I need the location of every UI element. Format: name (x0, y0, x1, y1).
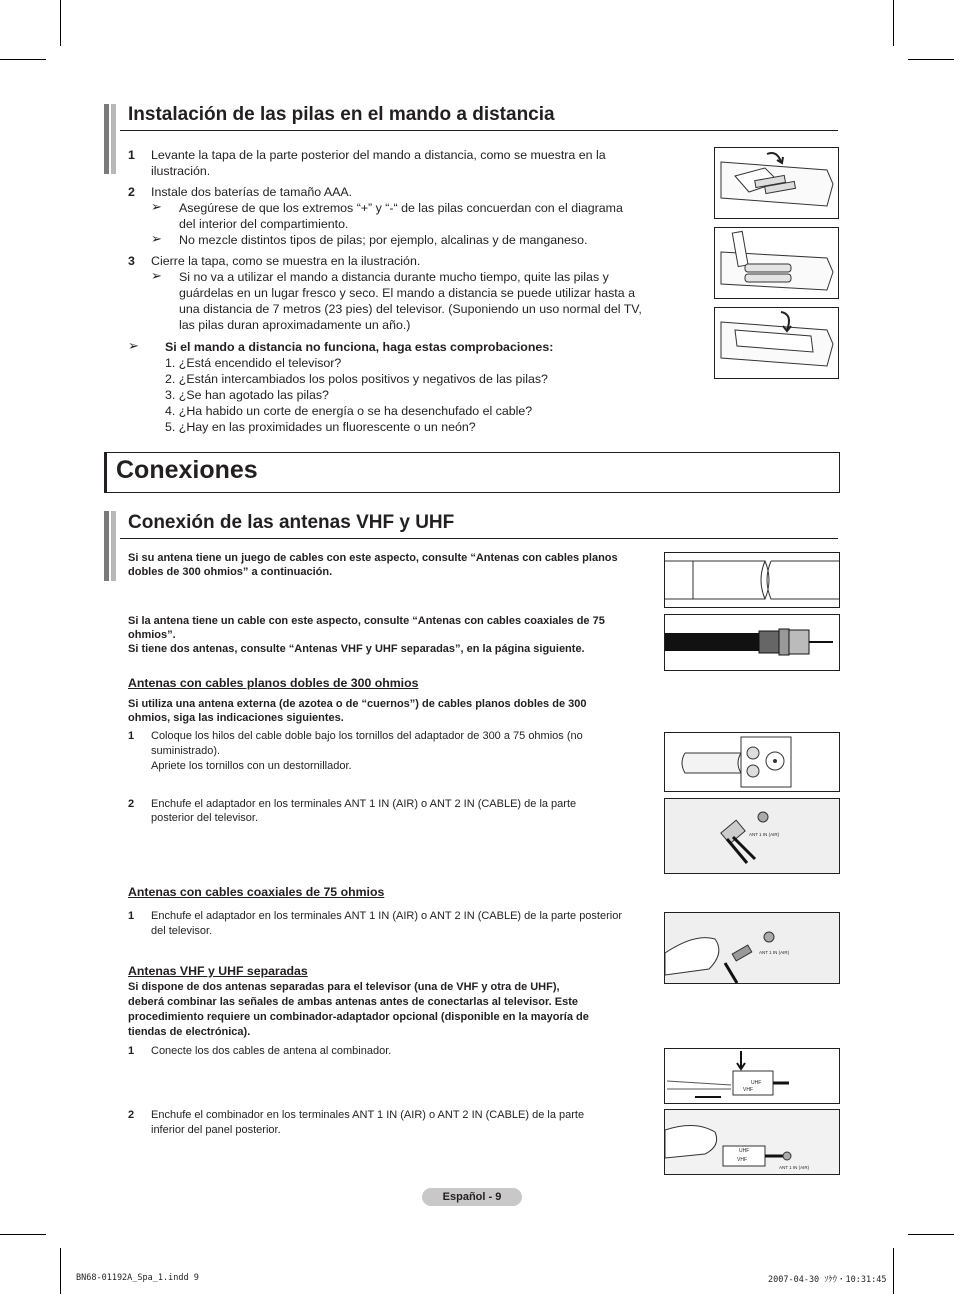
section-rule (120, 130, 838, 131)
remote-close-cover-illustration (714, 307, 839, 379)
check-title: Si el mando a distancia no funciona, haga estas comprobaciones: (165, 340, 554, 354)
step-text: ilustración. (151, 164, 211, 178)
step-text: Enchufe el adaptador en los terminales ANT 1 IN (AIR) o ANT 2 IN (CABLE) de la parte (151, 798, 577, 810)
step-number: 1 (128, 1045, 135, 1057)
step-number: 1 (128, 148, 135, 162)
step-number: 3 (128, 254, 135, 268)
hand-plug-icon (665, 913, 839, 983)
step-text: suministrado). (151, 745, 221, 757)
subsection-title: Antenas con cables planos dobles de 300 ohmios (128, 676, 419, 690)
check-item: 5. ¿Hay en las proximidades un fluorescente o un neón? (165, 420, 476, 434)
adapter-icon (665, 733, 839, 791)
note-text: del interior del compartimiento. (179, 217, 349, 231)
lead-text: Si dispone de dos antenas separadas para el televisor (una de VHF y otra de UHF), (128, 981, 560, 993)
step-number: 2 (128, 798, 135, 810)
combiner-label: VHF (743, 1087, 753, 1093)
remote-icon (715, 228, 838, 298)
note-arrow-icon: ➢ (128, 338, 139, 353)
crop-mark (0, 1234, 46, 1235)
step-number: 1 (128, 910, 135, 922)
hand-combiner-icon (665, 1110, 839, 1174)
crop-mark (908, 1234, 954, 1235)
combiner-illustration (664, 1048, 840, 1104)
page-number-badge: Español - 9 (422, 1188, 522, 1206)
section-bar (111, 511, 116, 581)
intro-text: Si tiene dos antenas, consulte “Antenas VHF y UHF separadas”, en la página siguiente. (128, 643, 585, 655)
remote-open-cover-illustration (714, 147, 839, 219)
section-bar (104, 104, 109, 174)
step-text: del televisor. (151, 925, 213, 937)
adapter-screws-illustration (664, 732, 840, 792)
note-arrow-icon: ➢ (151, 231, 162, 246)
slug-file: BN68-01192A_Spa_1.indd 9 (76, 1273, 199, 1283)
crop-mark (0, 59, 46, 60)
coaxial-icon (665, 615, 839, 670)
combiner-label: UHF (751, 1080, 762, 1086)
lead-text: procedimiento requiere un combinador-adaptador opcional (disponible en la mayoría de (128, 1011, 589, 1023)
crop-mark (60, 0, 61, 46)
coaxial-plug-illustration (664, 912, 840, 984)
step-text: posterior del televisor. (151, 812, 258, 824)
step-number: 2 (128, 185, 135, 199)
step-number: 1 (128, 730, 135, 742)
check-item: 2. ¿Están intercambiados los polos positivos y negativos de las pilas? (165, 372, 548, 386)
remote-batteries-illustration (714, 227, 839, 299)
step-text: inferior del panel posterior. (151, 1124, 281, 1136)
subsection-title: Antenas VHF y UHF separadas (128, 964, 308, 978)
step-text: Cierre la tapa, como se muestra en la ilustración. (151, 254, 421, 268)
section-bar (104, 511, 109, 581)
step-text: Coloque los hilos del cable doble bajo los tornillos del adaptador de 300 a 75 ohmios (no (151, 730, 583, 742)
step-text: Instale dos baterías de tamaño AAA. (151, 185, 353, 199)
lead-text: Si utiliza una antena externa (de azotea o de “cuernos”) de cables planos dobles de 300 (128, 698, 587, 710)
note-text: las pilas duran aproximadamente un año.) (179, 318, 411, 332)
step-number: 2 (128, 1109, 135, 1121)
intro-text: Si su antena tiene un juego de cables con este aspecto, consulte “Antenas con cables planos (128, 552, 618, 564)
note-text: Si no va a utilizar el mando a distancia durante mucho tiempo, quite las pilas y (179, 270, 609, 284)
port-label: ANT 1 IN (AIR) (749, 832, 780, 837)
combiner-label: UHF (739, 1148, 750, 1154)
step-text: Enchufe el combinador en los terminales ANT 1 IN (AIR) o ANT 2 IN (CABLE) de la parte (151, 1109, 585, 1121)
adapter-plug-illustration (664, 798, 840, 874)
lead-text: tiendas de electrónica). (128, 1026, 251, 1038)
section-rule (120, 538, 838, 539)
combiner-label: VHF (737, 1157, 747, 1163)
step-text: Enchufe el adaptador en los terminales ANT 1 IN (AIR) o ANT 2 IN (CABLE) de la parte posterior (151, 910, 622, 922)
crop-mark (893, 1248, 894, 1294)
flat-twin-lead-cable-illustration (664, 552, 840, 608)
port-label: ANT 1 IN (AIR) (759, 950, 790, 955)
step-text: Apriete los tornillos con un destornillador. (151, 760, 352, 772)
note-text: guárdelas en un lugar fresco y seco. El mando a distancia se puede utilizar hasta a (179, 286, 635, 300)
intro-text: Si la antena tiene un cable con este aspecto, consulte “Antenas con cables coaxiales de 75 (128, 615, 605, 627)
crop-mark (60, 1248, 61, 1294)
note-text: una distancia de 7 metros (23 pies) del televisor. (Suponiendo un uso normal del TV, (179, 302, 642, 316)
check-item: 1. ¿Está encendido el televisor? (165, 356, 342, 370)
intro-text: ohmios”. (128, 629, 176, 641)
check-item: 3. ¿Se han agotado las pilas? (165, 388, 329, 402)
coaxial-cable-illustration (664, 614, 840, 671)
subsection-title: Antenas con cables coaxiales de 75 ohmios (128, 885, 385, 899)
note-text: Asegúrese de que los extremos “+” y “-“ de las pilas concuerdan con el diagrama (179, 201, 623, 215)
lead-text: ohmios, siga las indicaciones siguientes. (128, 712, 344, 724)
section-title: Instalación de las pilas en el mando a distancia (128, 104, 555, 125)
lead-text: deberá combinar las señales de ambas antenas antes de conectarlas al televisor. Este (128, 996, 578, 1008)
cable-icon (665, 553, 839, 607)
step-text: Conecte los dos cables de antena al combinador. (151, 1045, 392, 1057)
step-text: Levante la tapa de la parte posterior del mando a distancia, como se muestra en la (151, 148, 606, 162)
intro-text: dobles de 300 ohmios” a continuación. (128, 566, 333, 578)
section-title: Conexión de las antenas VHF y UHF (128, 512, 455, 533)
remote-icon (715, 148, 838, 218)
crop-mark (893, 0, 894, 46)
crop-mark (908, 59, 954, 60)
combiner-plug-illustration (664, 1109, 840, 1175)
section-bar (111, 104, 116, 174)
note-text: No mezcle distintos tipos de pilas; por ejemplo, alcalinas y de manganeso. (179, 233, 588, 247)
note-arrow-icon: ➢ (151, 268, 162, 283)
slug-date: 2007-04-30 ｿｹｳ・10:31:45 (768, 1275, 887, 1285)
chapter-title: Conexiones (116, 456, 258, 484)
note-arrow-icon: ➢ (151, 199, 162, 214)
port-label: ANT 1 IN (AIR) (779, 1165, 810, 1170)
check-item: 4. ¿Ha habido un corte de energía o se ha desenchufado el cable? (165, 404, 533, 418)
combiner-icon (665, 1049, 839, 1103)
remote-icon (715, 308, 838, 378)
